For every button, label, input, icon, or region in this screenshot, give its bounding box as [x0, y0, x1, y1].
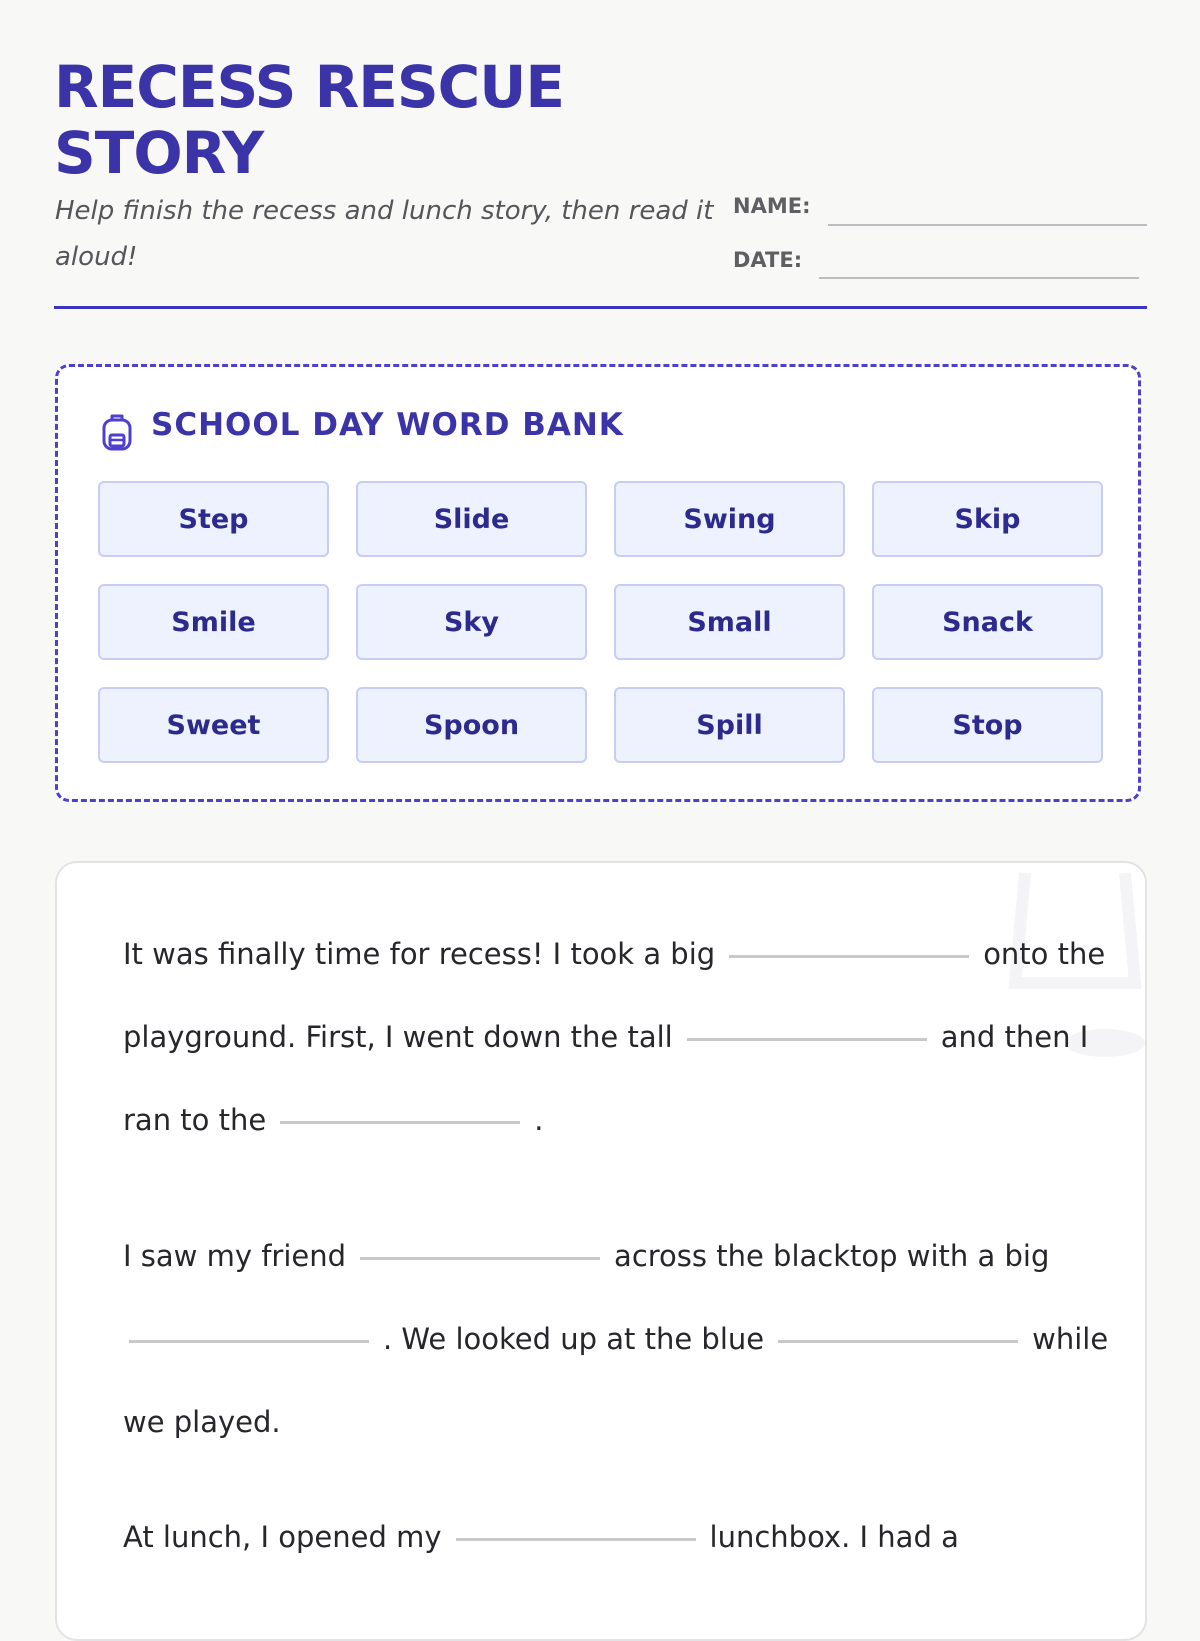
word-tile[interactable]: Smile — [98, 584, 329, 660]
story-text: . — [534, 1103, 544, 1137]
word-tile[interactable]: Slide — [356, 481, 587, 557]
answer-blank[interactable] — [129, 1340, 369, 1343]
word-tile[interactable]: Swing — [614, 481, 845, 557]
instructions: Help finish the recess and lunch story, then read it aloud! — [55, 196, 714, 272]
page-title — [54, 54, 614, 186]
answer-blank[interactable] — [729, 955, 969, 958]
story-text: It was finally time for recess! I took a big — [123, 937, 716, 971]
answer-blank[interactable] — [360, 1257, 600, 1260]
story-paragraph-3 — [123, 1496, 1113, 1579]
word-tile[interactable]: Skip — [872, 481, 1103, 557]
word-tile[interactable]: Spill — [614, 687, 845, 763]
header-divider — [54, 306, 1147, 309]
story-text: while we played. — [123, 1322, 1109, 1439]
word-tile[interactable]: Small — [614, 584, 845, 660]
date-field[interactable] — [819, 277, 1139, 279]
name-label: NAME: — [733, 194, 811, 218]
answer-blank[interactable] — [687, 1038, 927, 1041]
story-text: At lunch, I opened my — [123, 1520, 442, 1554]
story-text: across the blacktop with a big — [614, 1239, 1050, 1273]
title-line-2: STORY — [54, 119, 264, 187]
word-tile[interactable]: Sky — [356, 584, 587, 660]
word-tile[interactable]: Step — [98, 481, 329, 557]
story-text: . We looked up at the blue — [383, 1322, 765, 1356]
title-line-1: RECESS RESCUE — [54, 53, 564, 121]
word-bank — [55, 364, 1141, 802]
story-text: onto the playground. First, I went down the tall — [123, 937, 1106, 1054]
word-bank-title: SCHOOL DAY WORD BANK — [151, 407, 624, 443]
story-card — [55, 861, 1147, 1641]
story-text: lunchbox. I had a — [709, 1520, 959, 1554]
word-tile[interactable]: Sweet — [98, 687, 329, 763]
answer-blank[interactable] — [280, 1121, 520, 1124]
word-tile[interactable]: Spoon — [356, 687, 587, 763]
date-label: DATE: — [733, 248, 803, 272]
story-text: I saw my friend — [123, 1239, 347, 1273]
story-paragraph-1 — [123, 913, 1113, 1162]
answer-blank[interactable] — [778, 1340, 1018, 1343]
backpack-icon — [100, 413, 134, 451]
story-text: and then I ran to the — [123, 1020, 1089, 1137]
word-tile[interactable]: Stop — [872, 687, 1103, 763]
answer-blank[interactable] — [456, 1538, 696, 1541]
word-tile[interactable]: Snack — [872, 584, 1103, 660]
name-field[interactable] — [828, 224, 1147, 226]
word-bank-grid — [98, 481, 1103, 763]
story-paragraph-2 — [123, 1215, 1113, 1464]
